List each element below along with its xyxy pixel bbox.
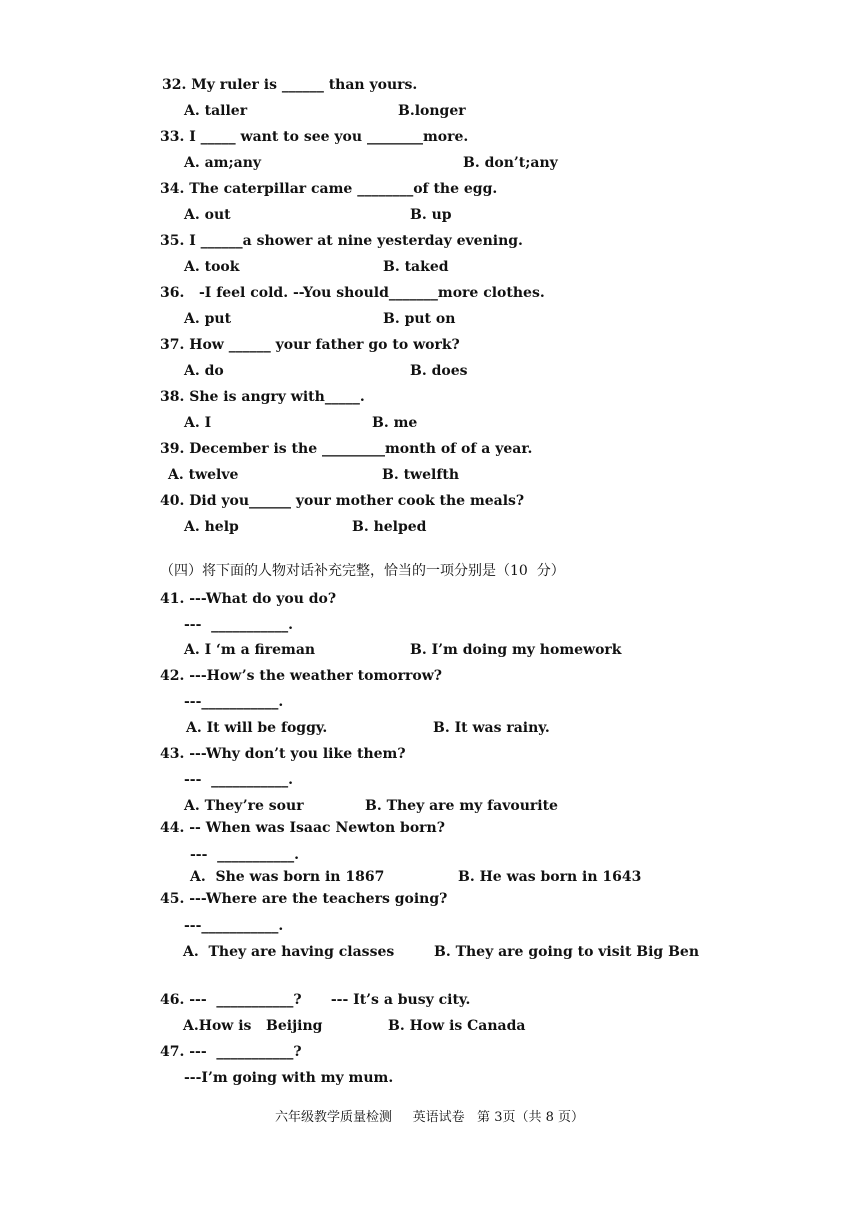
question-33-option-a: A. am;any [184,155,262,171]
question-37-option-b: B. does [410,363,468,379]
dialog-44-reply: --- ___________. [190,847,300,863]
dialog-44-option-a: A. She was born in 1867 [190,869,385,885]
dialog-44-option-b: B. He was born in 1643 [458,869,642,885]
question-39-option-b: B. twelfth [382,467,459,483]
question-34-option-a: A. out [184,207,231,223]
question-37: 37. How ______ your father go to work? [160,337,460,353]
question-33: 33. I _____ want to see you ________more. [160,129,469,145]
dialog-43-question: 43. ---Why don’t you like them? [160,746,406,762]
dialog-47-reply: ---I’m going with my mum. [184,1070,394,1086]
question-35: 35. I ______a shower at nine yesterday evening. [160,233,523,249]
question-36-option-b: B. put on [383,311,456,327]
question-40-option-a: A. help [184,519,239,535]
dialog-45-question: 45. ---Where are the teachers going? [160,891,448,907]
dialog-43-option-a: A. They’re sour [184,798,304,814]
question-35-option-a: A. took [184,259,240,275]
dialog-42-option-b: B. It was rainy. [433,720,550,736]
dialog-46-option-a: A.How is Beijing [183,1018,323,1034]
dialog-43-reply: --- ___________. [184,772,294,788]
dialog-41-option-a: A. I ‘m a fireman [184,642,316,658]
dialog-42-option-a: A. It will be foggy. [186,720,328,736]
question-32-option-b: B.longer [398,103,466,119]
dialog-41-reply: --- ___________. [184,617,294,633]
question-34: 34. The caterpillar came ________of the egg. [160,181,498,197]
question-36-option-a: A. put [184,311,232,327]
question-38-option-a: A. I [184,415,212,431]
dialog-47-question: 47. --- ___________? [160,1044,302,1060]
dialog-44-question: 44. -- When was Isaac Newton born? [160,820,445,836]
dialog-46-option-b: B. How is Canada [388,1018,526,1034]
question-32-option-a: A. taller [184,103,248,119]
section-4-heading: （四）将下面的人物对话补充完整，恰当的一项分别是（10 分） [160,563,565,579]
question-34-option-b: B. up [410,207,452,223]
question-39-option-a: A. twelve [168,467,239,483]
question-35-option-b: B. taked [383,259,449,275]
question-39: 39. December is the _________month of of a year. [160,441,533,457]
question-36: 36. -I feel cold. --You should_______more clothes. [160,285,545,301]
question-37-option-a: A. do [184,363,224,379]
page-footer: 六年级教学质量检测 英语试卷 第 3页（共 8 页） [275,1110,584,1125]
dialog-45-option-b: B. They are going to visit Big Ben [434,944,700,960]
question-38-option-b: B. me [372,415,418,431]
question-33-option-b: B. don’t;any [463,155,558,171]
dialog-42-question: 42. ---How’s the weather tomorrow? [160,668,442,684]
question-32: 32. My ruler is ______ than yours. [162,77,418,93]
dialog-45-reply: ---___________. [184,918,284,934]
dialog-43-option-b: B. They are my favourite [365,798,558,814]
dialog-41-option-b: B. I’m doing my homework [410,642,622,658]
question-40-option-b: B. helped [352,519,427,535]
question-40: 40. Did you______ your mother cook the meals? [160,493,525,509]
question-38: 38. She is angry with_____. [160,389,365,405]
dialog-46-question: 46. --- ___________? --- It’s a busy city. [160,992,471,1008]
dialog-41-question: 41. ---What do you do? [160,591,337,607]
dialog-42-reply: ---___________. [184,694,284,710]
dialog-45-option-a: A. They are having classes [183,944,395,960]
